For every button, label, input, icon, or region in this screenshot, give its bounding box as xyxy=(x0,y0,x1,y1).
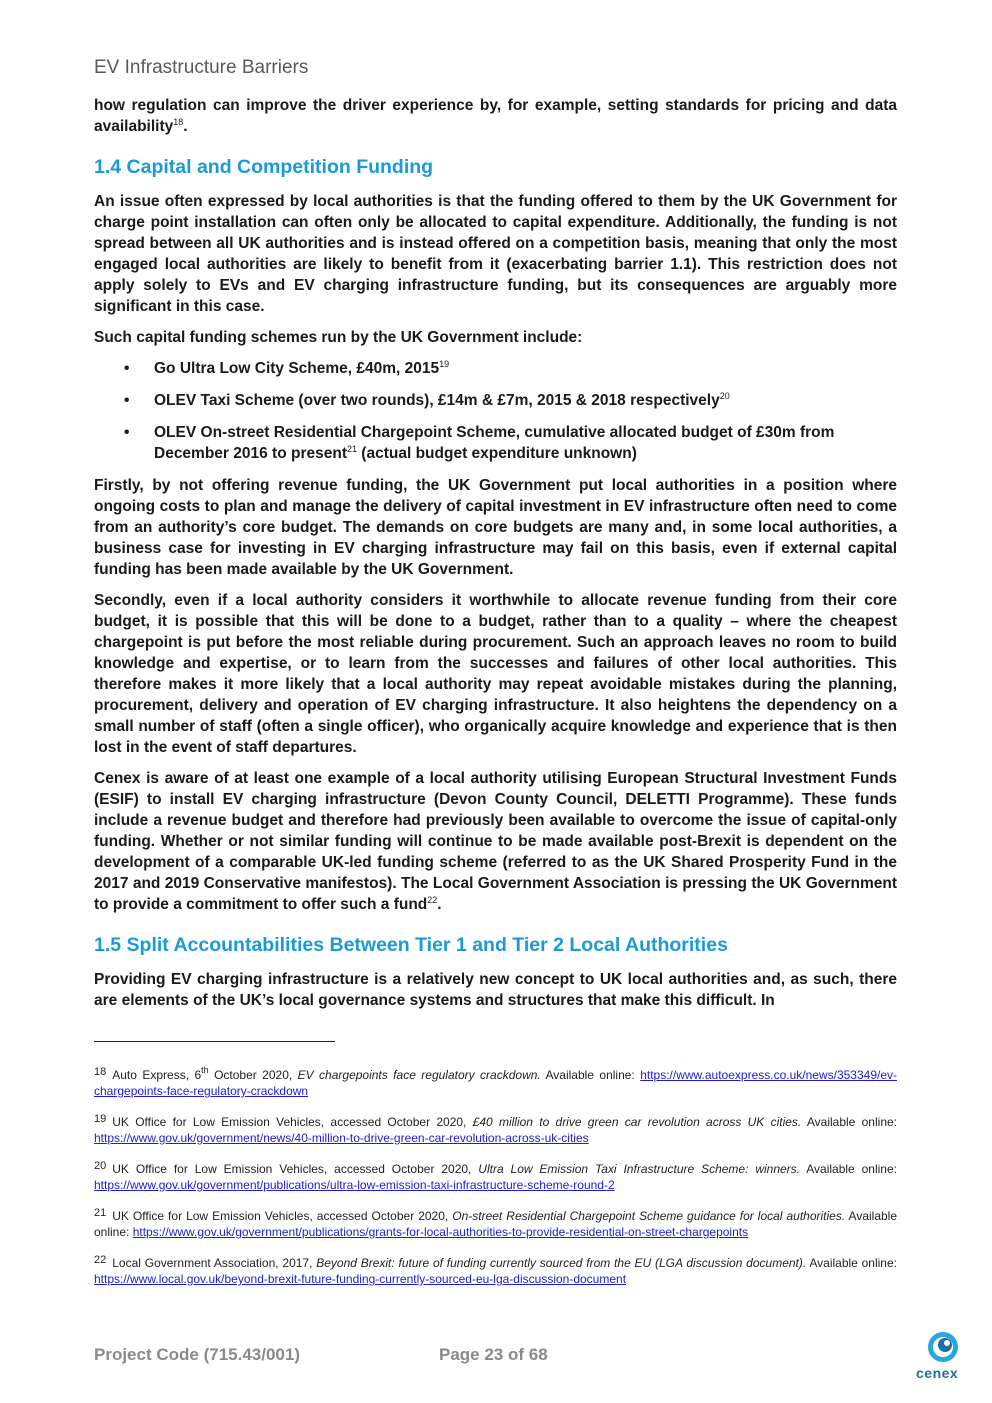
footnote-link[interactable]: https://www.gov.uk/government/publications/grants-for-local-authorities-to-provide-residential-on-street-chargepoints xyxy=(132,1225,749,1239)
footnote-ref[interactable]: 19 xyxy=(439,359,450,369)
section-heading-1-4: 1.4 Capital and Competition Funding xyxy=(94,156,434,178)
footnote-ref[interactable]: 20 xyxy=(719,391,730,401)
body-content xyxy=(94,95,897,1021)
list-item: • OLEV On-street Residential Chargepoint Scheme, cumulative allocated budget of £30m from December 2016 to present$^{21}$ (actual budget expenditure unknown) xyxy=(124,424,835,462)
list-item: • Go Ultra Low City Scheme, £40m, 2015$^{19}$ xyxy=(124,359,450,377)
footnote-ref[interactable]: 18 xyxy=(173,117,184,127)
logo-text: cenex xyxy=(916,1365,959,1381)
footnote-link[interactable]: https://www.autoexpress.co.uk/news/353349/ev-chargepoints-face-regulatory-crackdown xyxy=(94,1068,897,1098)
section-heading-1-5: 1.5 Split Accountabilities Between Tier 1 and Tier 2 Local Authorities xyxy=(94,934,728,956)
paragraph: Firstly, by not offering revenue funding, the UK Government put local authorities in a position where ongoing costs to plan and manage the delivery of capital investment in EV infrastructure often need to come from an authority’s core budget. The demands on core budgets are many and, in some local authorities, a business case for investing in EV charging infrastructure may fail on this basis, even if external capital funding has been made available by the UK Government. xyxy=(94,477,897,578)
footnote: 18 Auto Express, 6th October 2020, EV chargepoints face regulatory crackdown. Available online: https://www.autoexpress.co.uk/news/353349/ev-chargepoints-face-regulatory-crackdown xyxy=(94,1065,897,1098)
project-code: Project Code (715.43/001) xyxy=(94,1345,300,1364)
paragraph: Cenex is aware of at least one example of a local authority utilising European Structural Investment Funds (ESIF) to install EV charging infrastructure (Devon County Council, DELETTI Programme). These funds include a revenue budget and therefore had previously been available to overcome the issue of capital-only funding. Whether or not similar funding will continue to be made available post-Brexit is dependent on the development of a comparable UK-led funding scheme (referred to as the UK Shared Prosperity Fund in the 2017 and 2019 Conservative manifestos). The Local Government Association is pressing the UK Government to provide a commitment to offer such a fund$^{22}$. xyxy=(94,770,897,913)
paragraph: An issue often expressed by local authorities is that the funding offered to them by the UK Government for charge point installation can often only be allocated to capital expenditure. Additionally, the funding is not spread between all UK authorities and is instead offered on a competition basis, meaning that only the most engaged local authorities are likely to benefit from it (exacerbating barrier 1.1). This restriction does not apply solely to EVs and EV charging infrastructure funding, but its consequences are arguably more significant in this case. xyxy=(94,193,897,315)
footnote-link[interactable]: https://www.gov.uk/government/publications/ultra-low-emission-taxi-infrastructure-scheme-round-2 xyxy=(94,1178,615,1192)
intro-text: how regulation can improve the driver experience by, for example, setting standards for pricing and data availability xyxy=(94,97,897,135)
list-item: • OLEV Taxi Scheme (over two rounds), £14m & £7m, 2015 & 2018 respectively$^{20}$ xyxy=(124,391,730,409)
funding-schemes-list xyxy=(94,358,897,464)
bullet-icon: • xyxy=(124,360,130,377)
page-number: Page 23 of 68 xyxy=(439,1345,548,1364)
bullet-icon: • xyxy=(124,424,130,441)
footnote: 20 UK Office for Low Emission Vehicles, accessed October 2020, Ultra Low Emission Taxi Infrastructure Scheme: winners. Available online: https://www.gov.uk/government/publications/ultra-low-emission-taxi-infrastructure-scheme-round-2 xyxy=(94,1160,897,1192)
footnote-divider xyxy=(94,1041,335,1042)
paragraph: Such capital funding schemes run by the UK Government include: xyxy=(94,329,583,346)
footnote: 22 Local Government Association, 2017, Beyond Brexit: future of funding currently sourced from the EU (LGA discussion document). Available online: https://www.local.gov.uk/beyond-brexit-future-funding-currently-sourced-eu-lga-discussion-document xyxy=(94,1254,897,1286)
footnotes xyxy=(94,1064,897,1299)
bullet-icon: • xyxy=(124,392,130,409)
running-header: EV Infrastructure Barriers xyxy=(94,57,309,78)
footnote-ref[interactable]: 21 xyxy=(346,444,357,454)
footnote-ref[interactable]: 22 xyxy=(427,895,438,905)
footnote: 19 UK Office for Low Emission Vehicles, accessed October 2020, £40 million to drive green car revolution across UK cities. Available online: https://www.gov.uk/government/news/40-million-to-drive-green-car-revolution-across-uk-cities xyxy=(94,1113,897,1145)
footnote-link[interactable]: https://www.local.gov.uk/beyond-brexit-future-funding-currently-sourced-eu-lga-discussion-document xyxy=(94,1272,627,1286)
footnote-link[interactable]: https://www.gov.uk/government/news/40-million-to-drive-green-car-revolution-across-uk-cities xyxy=(94,1131,589,1145)
footnote: 21 UK Office for Low Emission Vehicles, accessed October 2020, On-street Residential Chargepoint Scheme guidance for local authorities. Available online: https://www.gov.uk/government/publications/grants-for-local-authorities-to-provide-residential-on-street-chargepoints xyxy=(94,1207,898,1239)
paragraph: Providing EV charging infrastructure is a relatively new concept to UK local authorities and, as such, there are elements of the UK’s local governance systems and structures that make this difficult. In xyxy=(94,971,897,1009)
intro-end: . xyxy=(183,118,188,135)
intro-paragraph xyxy=(94,95,897,137)
paragraph: Secondly, even if a local authority considers it worthwhile to allocate revenue funding from their core budget, it is possible that this will be done to a budget, rather than to a quality – where the cheapest chargepoint is put before the most reliable during procurement. Such an approach leaves no room to build knowledge and expertise, or to learn from the successes and failures of other local authorities. This therefore makes it more likely that a local authority may repeat avoidable mistakes during the planning, procurement, delivery and operation of EV charging infrastructure. It also heightens the dependency on a small number of staff (often a single officer), who organically acquire knowledge and experience that is then lost in the event of staff departures. xyxy=(94,592,897,756)
